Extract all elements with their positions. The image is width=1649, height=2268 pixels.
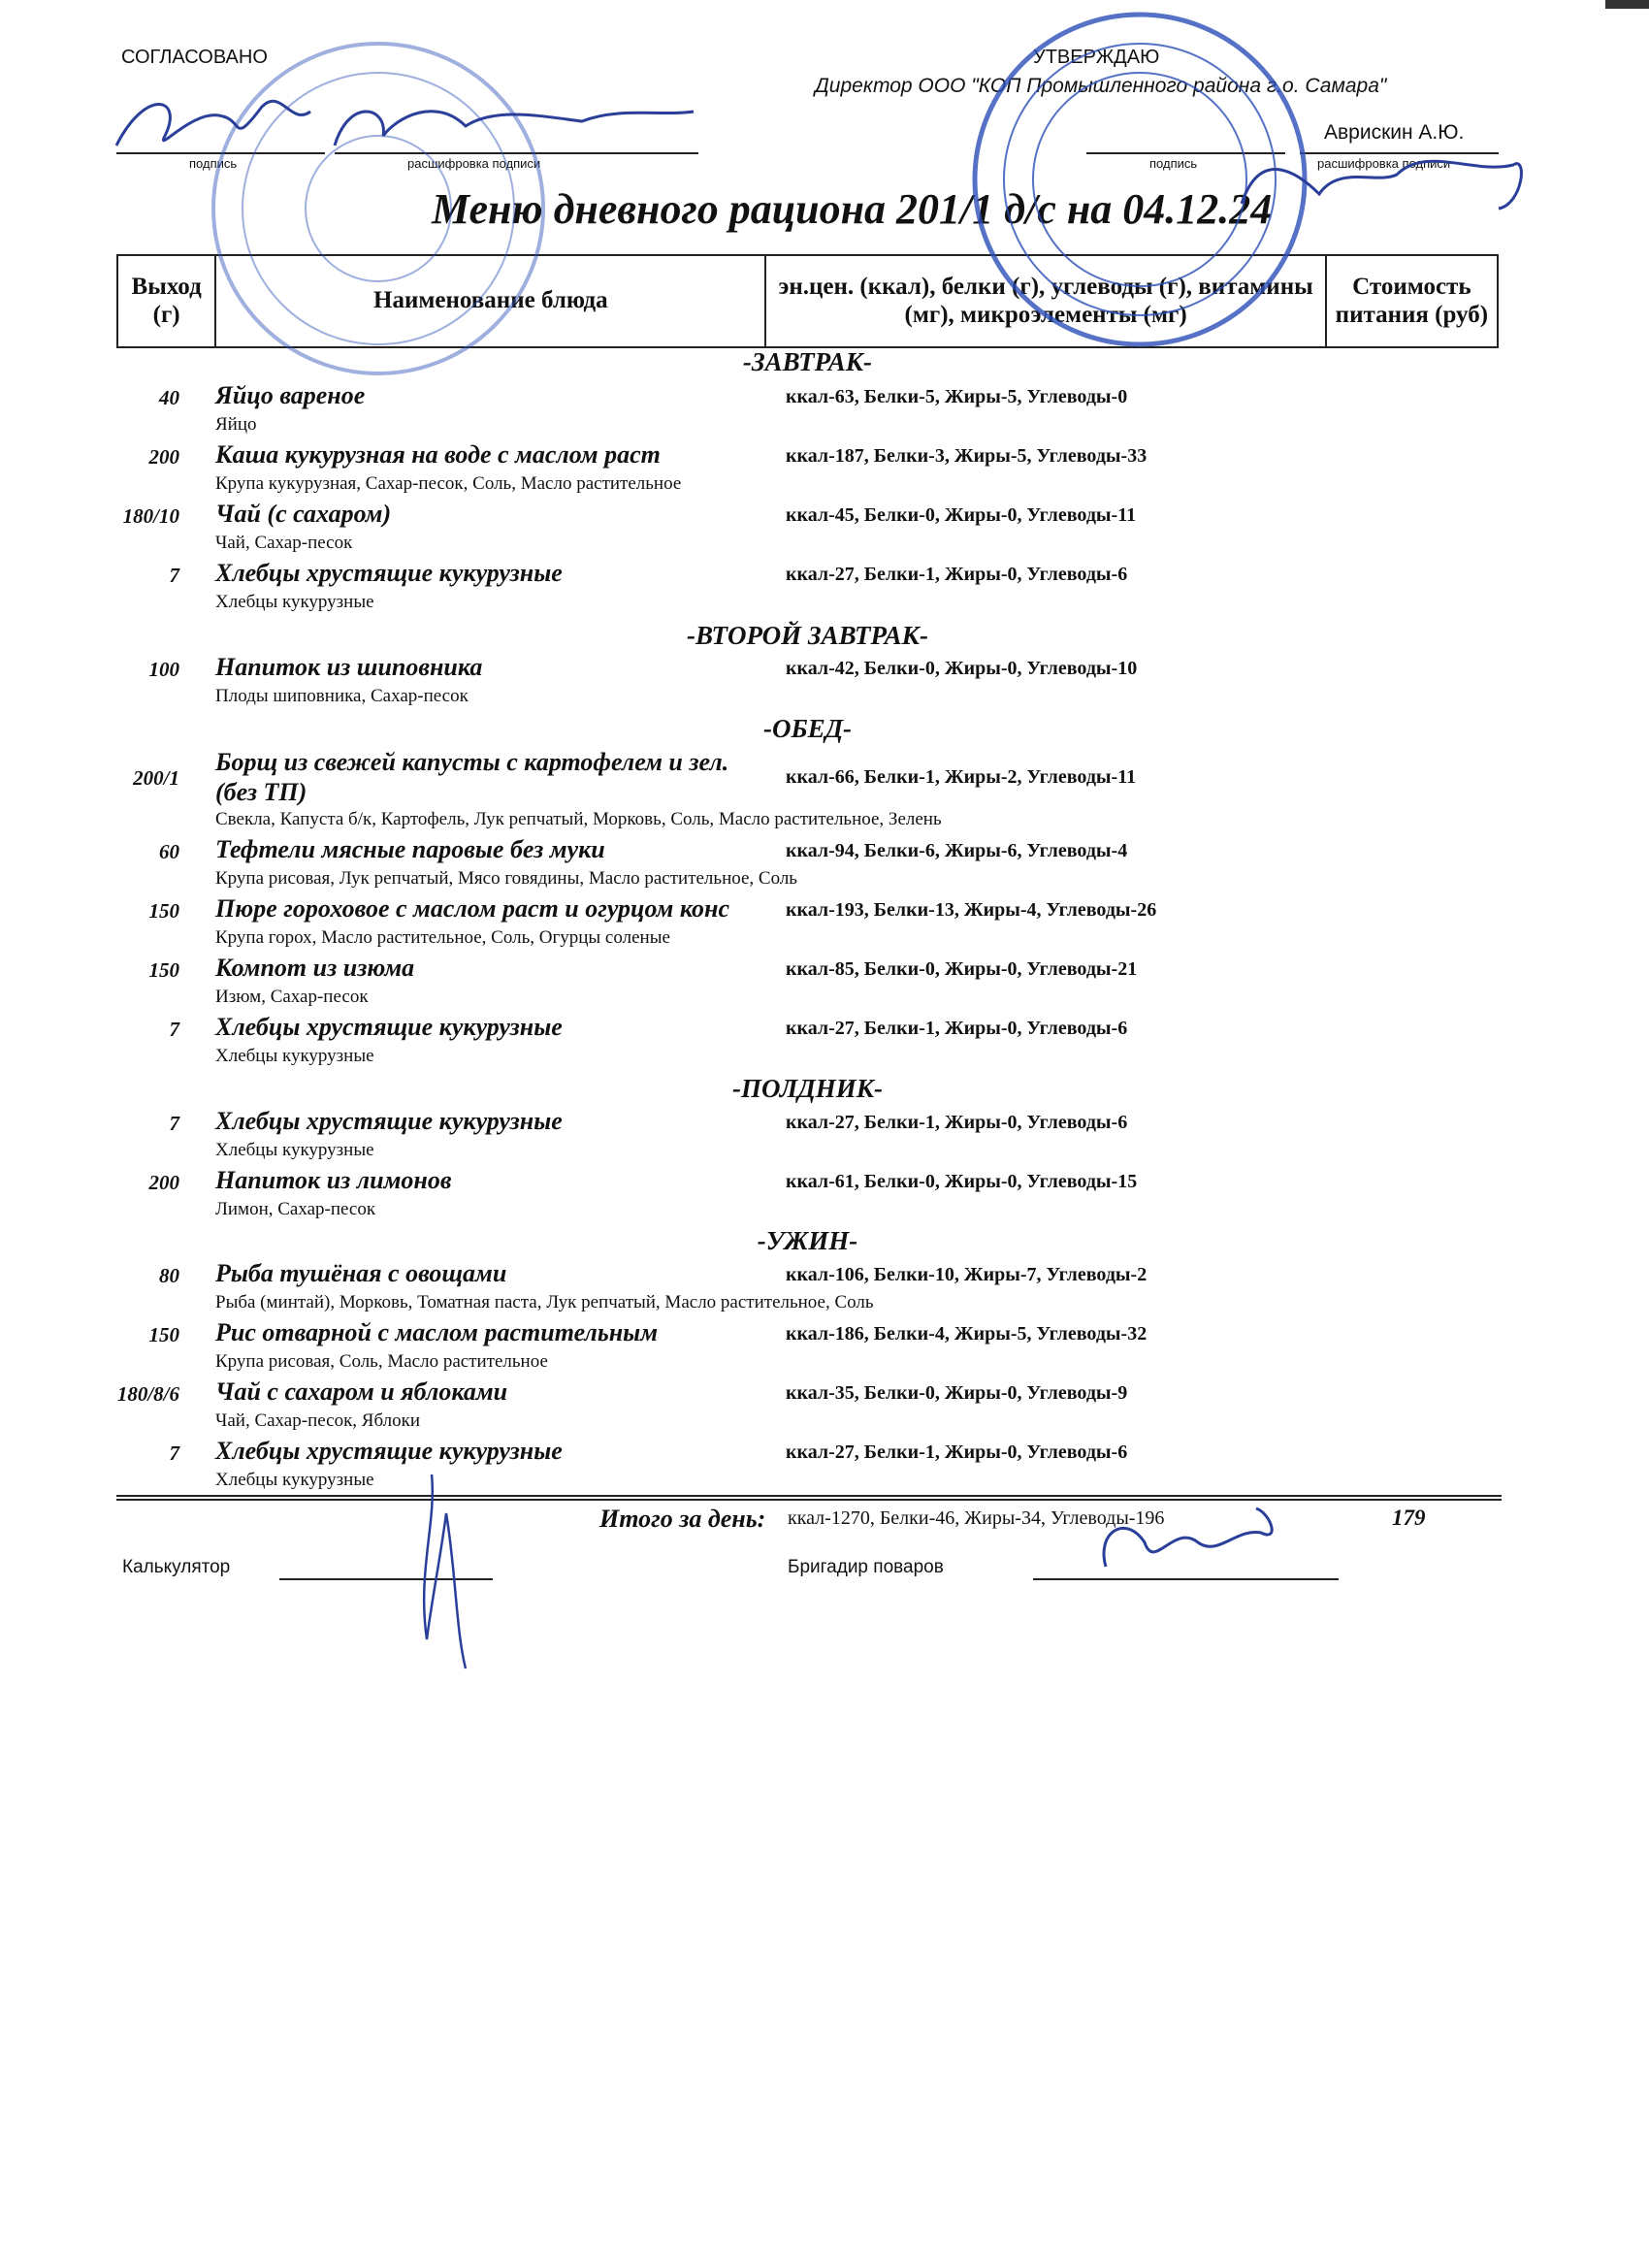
total-label: Итого за день: (599, 1505, 766, 1533)
left-signature (116, 101, 310, 146)
page-title: Меню дневного рациона 201/1 д/с на 04.12.24 (432, 185, 1273, 233)
header-dish: Наименование блюда (215, 255, 765, 347)
item-name: Чай с сахаром и яблоками (215, 1377, 508, 1406)
item-yield: 100 (148, 658, 179, 681)
item-ingredients: Яйцо (215, 414, 257, 435)
item-yield: 80 (159, 1264, 179, 1287)
chef-signature (1104, 1508, 1272, 1567)
item-ingredients: Изюм, Сахар-песок (215, 987, 369, 1007)
left-round-stamp (213, 44, 543, 373)
item-name: Пюре гороховое с маслом раст и огурцом конс (215, 894, 730, 923)
approved-right-label: УТВЕРЖДАЮ (1033, 47, 1160, 68)
item-yield: 60 (159, 840, 179, 863)
item-yield: 7 (169, 564, 179, 587)
item-name: Хлебцы хрустящие кукурузные (215, 559, 563, 587)
section-snack: -ПОЛДНИК- (731, 1074, 884, 1103)
item-name: Чай (с сахаром) (215, 500, 392, 528)
item-name: Каша кукурузная на воде с маслом раст (215, 440, 661, 469)
item-nutrition: ккал-106, Белки-10, Жиры-7, Углеводы-2 (786, 1264, 1148, 1285)
item-nutrition: ккал-61, Белки-0, Жиры-0, Углеводы-15 (786, 1171, 1138, 1192)
item-yield: 150 (148, 958, 179, 982)
item-name: Напиток из шиповника (215, 653, 483, 681)
item-name: Тефтели мясные паровые без муки (215, 835, 605, 863)
item-ingredients: Чай, Сахар-песок (215, 533, 353, 553)
item-nutrition: ккал-187, Белки-3, Жиры-5, Углеводы-33 (786, 445, 1148, 467)
header-yield: Выход (г) (117, 255, 215, 347)
director-position: Директор ООО "КОП Промышленного района г.о. Самара" (815, 75, 1387, 97)
section-second-breakfast: -ВТОРОЙ ЗАВТРАК- (687, 621, 928, 650)
item-ingredients: Крупа горох, Масло растительное, Соль, Огурцы соленые (215, 927, 670, 948)
item-ingredients: Хлебцы кукурузные (215, 1470, 374, 1490)
item-name: Хлебцы хрустящие кукурузные (215, 1107, 563, 1135)
item-yield: 7 (169, 1112, 179, 1135)
item-ingredients: Крупа рисовая, Лук репчатый, Мясо говядины, Масло растительное, Соль (215, 868, 797, 889)
item-nutrition: ккал-27, Белки-1, Жиры-0, Углеводы-6 (786, 1112, 1128, 1133)
item-yield: 200 (148, 1171, 179, 1194)
item-ingredients: Плоды шиповника, Сахар-песок (215, 686, 469, 706)
item-name: Хлебцы хрустящие кукурузные (215, 1013, 563, 1041)
item-ingredients: Хлебцы кукурузные (215, 592, 374, 612)
total-nutrition: ккал-1270, Белки-46, Жиры-34, Углеводы-196 (788, 1507, 1165, 1529)
director-name: Аврискин А.Ю. (1324, 121, 1465, 144)
item-yield: 7 (169, 1442, 179, 1465)
item-name: Рис отварной с маслом растительным (215, 1318, 659, 1346)
item-name: Напиток из лимонов (215, 1166, 452, 1194)
item-nutrition: ккал-27, Белки-1, Жиры-0, Углеводы-6 (786, 1442, 1128, 1463)
section-lunch: -ОБЕД- (762, 714, 853, 743)
scan-corner-mark (1605, 0, 1649, 9)
item-nutrition: ккал-66, Белки-1, Жиры-2, Углеводы-11 (786, 766, 1137, 788)
item-yield: 7 (169, 1018, 179, 1041)
item-nutrition: ккал-45, Белки-0, Жиры-0, Углеводы-11 (786, 504, 1137, 526)
item-name: Яйцо вареное (215, 381, 366, 409)
section-breakfast: -ЗАВТРАК- (742, 347, 873, 376)
item-name: Хлебцы хрустящие кукурузные (215, 1437, 563, 1465)
left-caption-decode: расшифровка подписи (407, 156, 541, 171)
item-nutrition: ккал-35, Белки-0, Жиры-0, Углеводы-9 (786, 1382, 1128, 1404)
section-dinner: -УЖИН- (757, 1226, 858, 1255)
left-caption-sign: подпись (189, 156, 238, 171)
item-ingredients: Хлебцы кукурузные (215, 1140, 374, 1160)
item-yield: 150 (148, 899, 179, 923)
right-signature (1242, 161, 1521, 209)
item-name: Рыба тушёная с овощами (215, 1259, 507, 1287)
item-yield: 180/8/6 (116, 1382, 179, 1406)
total-cost: 179 (1392, 1506, 1426, 1530)
calculator-label: Калькулятор (122, 1557, 231, 1577)
item-nutrition: ккал-42, Белки-0, Жиры-0, Углеводы-10 (786, 658, 1138, 679)
header-cost: Стоимость питания (руб) (1326, 255, 1498, 347)
item-name: Борщ из свежей капусты с картофелем и зел.(без ТП) (215, 748, 729, 807)
item-ingredients: Чай, Сахар-песок, Яблоки (215, 1410, 421, 1431)
item-nutrition: ккал-27, Белки-1, Жиры-0, Углеводы-6 (786, 1018, 1128, 1039)
item-ingredients: Лимон, Сахар-песок (215, 1199, 376, 1219)
approved-left-label: СОГЛАСОВАНО (121, 47, 268, 68)
item-yield: 40 (159, 386, 179, 409)
item-nutrition: ккал-94, Белки-6, Жиры-6, Углеводы-4 (786, 840, 1128, 861)
item-yield: 200 (148, 445, 179, 469)
calculator-signature (424, 1474, 466, 1669)
item-nutrition: ккал-186, Белки-4, Жиры-5, Углеводы-32 (786, 1323, 1148, 1345)
item-yield: 200/1 (133, 766, 179, 790)
item-nutrition: ккал-85, Белки-0, Жиры-0, Углеводы-21 (786, 958, 1138, 980)
item-ingredients: Крупа рисовая, Соль, Масло растительное (215, 1351, 548, 1372)
item-nutrition: ккал-27, Белки-1, Жиры-0, Углеводы-6 (786, 564, 1128, 585)
item-nutrition: ккал-63, Белки-5, Жиры-5, Углеводы-0 (786, 386, 1128, 407)
item-name: Компот из изюма (215, 954, 415, 982)
right-caption-decode: расшифровка подписи (1317, 156, 1451, 171)
item-nutrition: ккал-193, Белки-13, Жиры-4, Углеводы-26 (786, 899, 1157, 921)
item-ingredients: Рыба (минтай), Морковь, Томатная паста, Лук репчатый, Масло растительное, Соль (215, 1292, 874, 1312)
header-nutrition: эн.цен. (ккал), белки (г), углеводы (г), витамины (мг), микроэлементы (мг) (765, 255, 1325, 347)
item-yield: 150 (148, 1323, 179, 1346)
item-ingredients: Хлебцы кукурузные (215, 1046, 374, 1066)
right-caption-sign: подпись (1149, 156, 1198, 171)
chef-label: Бригадир поваров (788, 1557, 944, 1577)
item-ingredients: Свекла, Капуста б/к, Картофель, Лук репчатый, Морковь, Соль, Масло растительное, Зелень (215, 809, 942, 829)
item-ingredients: Крупа кукурузная, Сахар-песок, Соль, Масло растительное (215, 473, 682, 494)
item-yield: 180/10 (122, 504, 179, 528)
